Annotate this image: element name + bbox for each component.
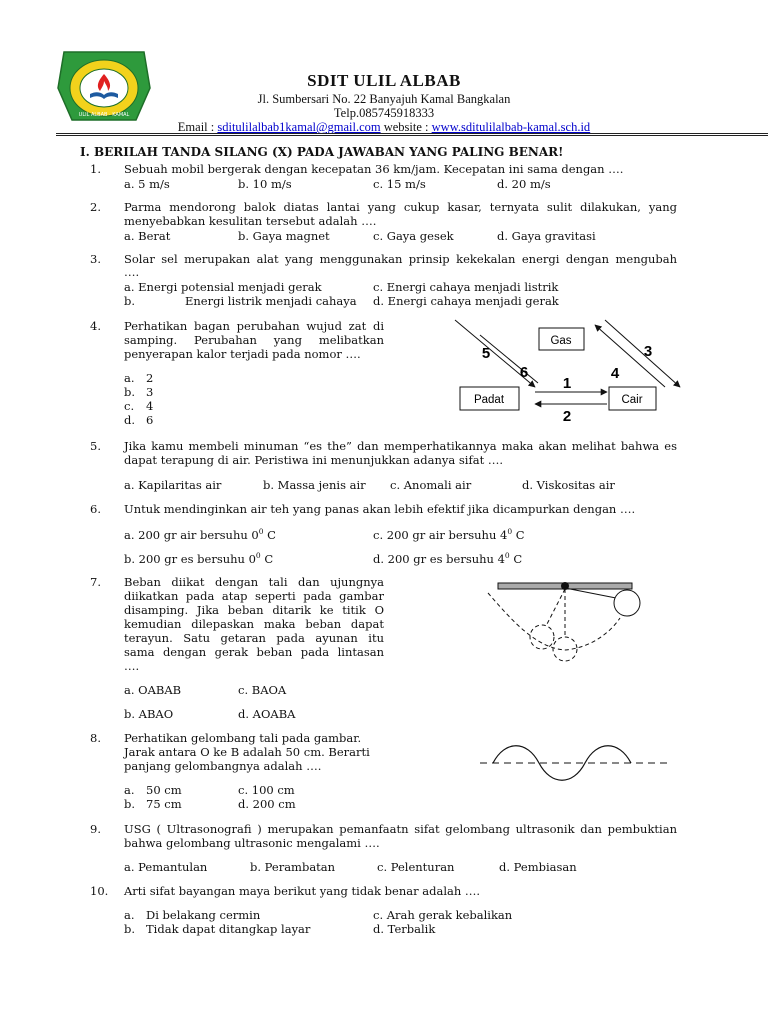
q3-option-a[interactable]: a. Energi potensial menjadi gerak (124, 280, 322, 294)
q7-option-c[interactable]: c. BAOA (238, 683, 287, 697)
q5-text-line1: Jika kamu membeli minuman “es the” dan memperhatikannya maka akan melihat bahwa es (124, 439, 677, 453)
q2-number: 2. (90, 200, 101, 214)
cair-label: Cair (621, 394, 643, 406)
q3-option-b[interactable]: Energi listrik menjadi cahaya (185, 294, 357, 308)
q10-option-a-letter: a. (124, 908, 135, 922)
q7-text-line5: terayun. Satu getaran pada ayunan itu (124, 631, 384, 645)
pendulum-bob-left (530, 625, 554, 649)
q3-number: 3. (90, 252, 101, 266)
q2-text-line1: Parma mendorong balok diatas lantai yang cukup kasar, ternyata sulit dilakukan, yang (124, 200, 677, 214)
phase-change-diagram (440, 315, 700, 435)
q4-option-d-letter: d. (124, 413, 136, 427)
q8-text-line3: panjang gelombangnya adalah …. (124, 759, 322, 773)
q4-text-line1: Perhatikan bagan perubahan wujud zat di (124, 319, 384, 333)
q8-text-line1: Perhatikan gelombang tali pada gambar. (124, 731, 362, 745)
label-1: 1 (562, 375, 572, 392)
pendulum-string-left (546, 589, 565, 626)
q9-text-line2: bahwa gelombang ultrasonic mengalami …. (124, 836, 380, 850)
q7-text-line1: Beban diikat dengan tali dan ujungnya (124, 575, 384, 589)
q10-option-c[interactable]: c. Arah gerak kebalikan (373, 908, 513, 922)
gas-label: Gas (550, 335, 572, 347)
school-address: Jl. Sumbersari No. 22 Banyajuh Kamal Bangkalan (257, 92, 511, 106)
q1-option-a[interactable]: a. 5 m/s (124, 177, 170, 191)
wave-diagram (475, 738, 675, 788)
website-label: website : (383, 120, 429, 134)
q6-option-a[interactable]: a. 200 gr air bersuhu $0^0$ C (124, 527, 276, 542)
website-link[interactable]: www.sditulilalbab-kamal.sch.id (431, 120, 591, 134)
q6-number: 6. (90, 502, 101, 516)
q1-text: Sebuah mobil bergerak dengan kecepatan 36 km/jam. Kecepatan ini sama dengan …. (124, 162, 624, 176)
q10-text: Arti sifat bayangan maya berikut yang tidak benar adalah …. (124, 884, 481, 898)
q1-number: 1. (90, 162, 101, 176)
email-link[interactable]: sditulilalbab1kamal@gmail.com (217, 120, 381, 134)
q8-option-c[interactable]: c. 100 cm (238, 783, 295, 797)
q8-option-b[interactable]: 75 cm (146, 797, 182, 811)
q7-text-line2: diikatkan pada atap seperti pada gambar (124, 589, 384, 603)
q9-option-b[interactable]: b. Perambatan (250, 860, 336, 874)
pendulum-bob-right (614, 590, 640, 616)
q7-option-b[interactable]: b. ABAO (124, 707, 174, 721)
q9-option-c[interactable]: c. Pelenturan (377, 860, 455, 874)
label-5: 5 (481, 345, 491, 362)
q3-option-c[interactable]: c. Energi cahaya menjadi listrik (373, 280, 559, 294)
q7-text-line6: sama dengan gerak beban pada lintasan (124, 645, 384, 659)
school-name: SDIT ULIL ALBAB (307, 71, 461, 90)
q8-option-a[interactable]: 50 cm (146, 783, 182, 797)
q9-option-d[interactable]: d. Pembiasan (499, 860, 577, 874)
q7-number: 7. (90, 575, 101, 589)
q9-option-a[interactable]: a. Pemantulan (124, 860, 208, 874)
svg-text:ULIL ALBAB · KAMAL: ULIL ALBAB · KAMAL (78, 112, 130, 118)
q2-option-b[interactable]: b. Gaya magnet (238, 229, 330, 243)
q8-text-line2: Jarak antara O ke B adalah 50 cm. Berarti (124, 745, 370, 759)
q5-text-line2: dapat terapung di air. Peristiwa ini menunjukkan adanya sifat …. (124, 453, 504, 467)
q4-option-b[interactable]: 3 (146, 385, 154, 399)
label-6: 6 (519, 364, 529, 381)
q5-number: 5. (90, 439, 101, 453)
q10-option-b[interactable]: Tidak dapat ditangkap layar (146, 922, 311, 936)
padat-label: Padat (473, 394, 505, 406)
q2-option-d[interactable]: d. Gaya gravitasi (497, 229, 596, 243)
q6-option-d[interactable]: d. 200 gr es bersuhu $4^0$ C (373, 551, 523, 566)
q4-text-line3: penyerapan kalor terjadi pada nomor …. (124, 347, 361, 361)
q4-number: 4. (90, 319, 101, 333)
q8-number: 8. (90, 731, 101, 745)
q9-number: 9. (90, 822, 101, 836)
q7-text-line3: disamping. Jika beban ditarik ke titik O (124, 603, 384, 617)
q5-option-d[interactable]: d. Viskositas air (522, 478, 615, 492)
email-label: Email : (177, 120, 215, 134)
q10-option-a[interactable]: Di belakang cermin (146, 908, 261, 922)
label-4: 4 (610, 365, 620, 382)
q6-option-b[interactable]: b. 200 gr es bersuhu $0^0$ C (124, 551, 274, 566)
pendulum-diagram (480, 578, 650, 668)
q3-option-b-letter: b. (124, 294, 136, 308)
q3-text-line2: …. (124, 265, 140, 279)
q5-option-a[interactable]: a. Kapilaritas air (124, 478, 222, 492)
q7-option-a[interactable]: a. OABAB (124, 683, 182, 697)
q4-option-c[interactable]: 4 (146, 399, 154, 413)
school-phone: Telp.085745918333 (333, 106, 435, 120)
q3-text-line1: Solar sel merupakan alat yang menggunakan prinsip kekekalan energi dengan mengubah (124, 252, 677, 266)
q4-option-d[interactable]: 6 (146, 413, 154, 427)
q7-text-line4: kemudian dilepaskan maka beban dapat (124, 617, 384, 631)
q10-option-b-letter: b. (124, 922, 136, 936)
q9-text-line1: USG ( Ultrasonografi ) merupakan pemanfaatn sifat gelombang ultrasonik dan pembuktian (124, 822, 677, 836)
q4-option-a-letter: a. (124, 371, 135, 385)
header-divider (56, 133, 768, 136)
q4-text-line2: samping. Perubahan yang melibatkan (124, 333, 384, 347)
q1-option-c[interactable]: c. 15 m/s (373, 177, 426, 191)
q10-option-d[interactable]: d. Terbalik (373, 922, 436, 936)
label-3: 3 (643, 343, 653, 360)
q6-option-c[interactable]: c. 200 gr air bersuhu $4^0$ C (373, 527, 525, 542)
label-2: 2 (562, 408, 572, 425)
q2-option-c[interactable]: c. Gaya gesek (373, 229, 454, 243)
q1-option-b[interactable]: b. 10 m/s (238, 177, 292, 191)
q8-option-d[interactable]: d. 200 cm (238, 797, 296, 811)
q4-option-c-letter: c. (124, 399, 135, 413)
q6-text: Untuk mendinginkan air teh yang panas akan lebih efektif jika dicampurkan dengan …. (124, 502, 636, 516)
q7-option-d[interactable]: d. AOABA (238, 707, 296, 721)
q4-option-a[interactable]: 2 (146, 371, 154, 385)
q8-option-a-letter: a. (124, 783, 135, 797)
q10-number: 10. (90, 884, 109, 898)
q4-option-b-letter: b. (124, 385, 136, 399)
q7-text-line7: …. (124, 659, 140, 673)
wave-curve (493, 746, 631, 781)
q3-option-d[interactable]: d. Energi cahaya menjadi gerak (373, 294, 559, 308)
q8-option-b-letter: b. (124, 797, 136, 811)
q2-option-a[interactable]: a. Berat (124, 229, 171, 243)
q5-option-b[interactable]: b. Massa jenis air (263, 478, 366, 492)
q5-option-c[interactable]: c. Anomali air (390, 478, 472, 492)
pendulum-path (488, 593, 620, 650)
arrow-4 (595, 325, 665, 387)
q2-text-line2: menyebabkan kesulitan tersebut adalah …. (124, 214, 377, 228)
q1-option-d[interactable]: d. 20 m/s (497, 177, 551, 191)
section-title: I. BERILAH TANDA SILANG (X) PADA JAWABAN YANG PALING BENAR! (80, 145, 564, 159)
